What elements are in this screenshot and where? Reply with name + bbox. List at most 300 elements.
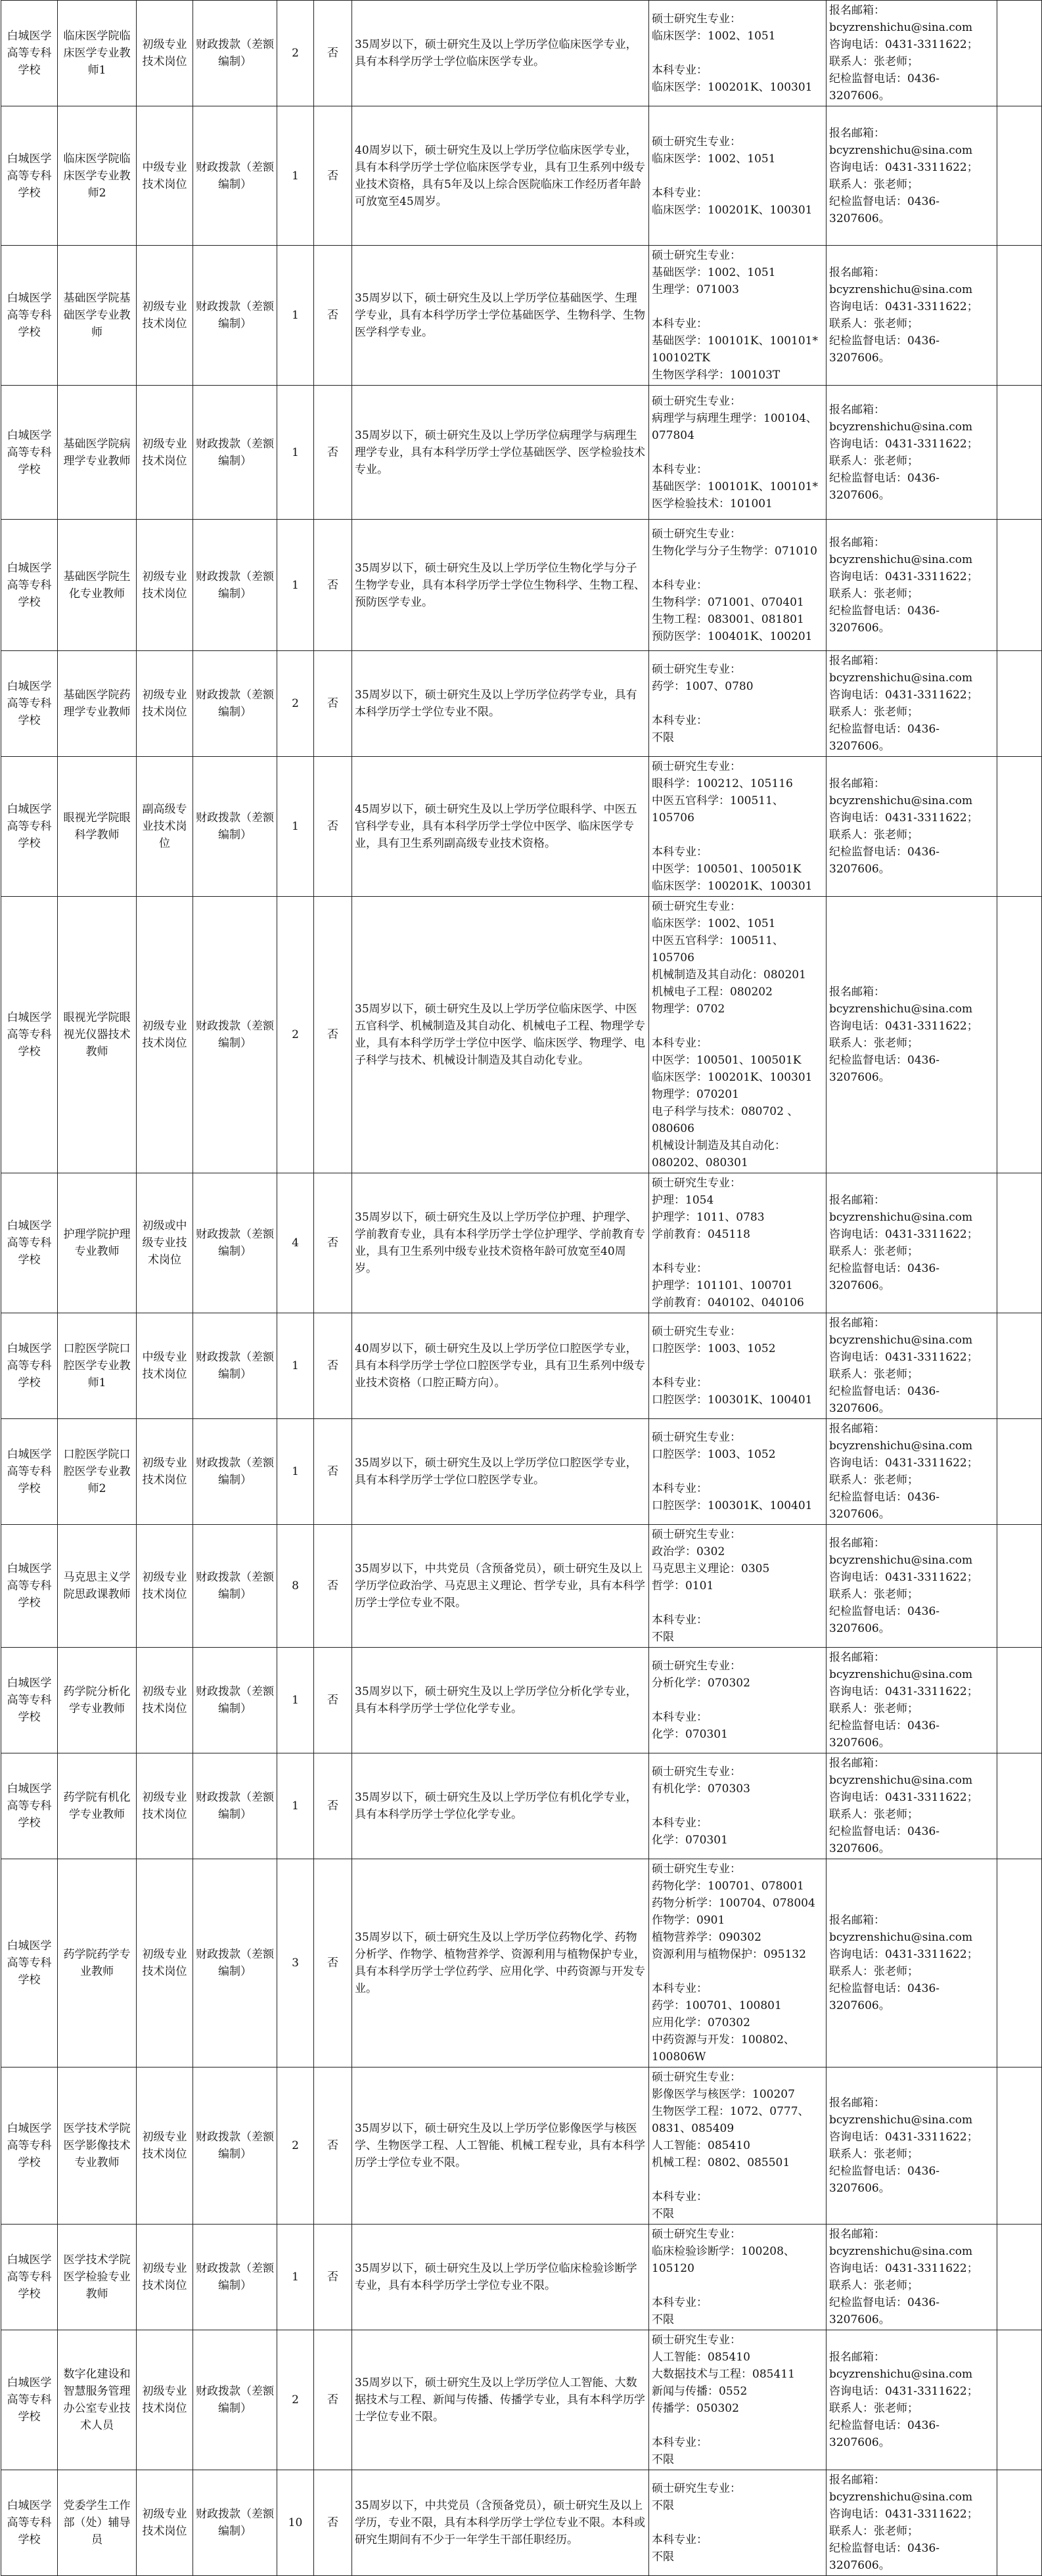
table-row — [1, 1859, 1042, 2068]
exam-cell — [314, 1648, 352, 1753]
remarks-cell — [997, 1859, 1042, 2068]
requirements-text: 45周岁以下，硕士研究生及以上学历学位眼科学、中医五官科学专业，具有本科学历学士学位中医学、临床医学专业，具有卫生系列副高级专业技术资格。 — [355, 803, 637, 850]
funding-cell — [193, 520, 277, 651]
requirements-cell — [352, 2068, 649, 2225]
specialty-text: 硕士研究生专业： 临床医学：1002、1051 中医五官科学：100511、105706 机械制造及其自动化：080201 机械电子工程：080202 物理学：0702 本科专业： 中医学：100501、100501K 临床医学：100201K、100301 物理学：070201 电子科学与技术：080702 、080606 机械设计制造及其自动化：080202、080301 — [652, 900, 813, 1169]
post-type-cell — [137, 2225, 193, 2330]
position-cell — [58, 1753, 137, 1859]
headcount-cell — [277, 1313, 314, 1419]
exam-text: 否 — [327, 2139, 338, 2152]
exam-text: 否 — [327, 697, 338, 710]
unit-text: 白城医学高等专科学校 — [7, 803, 52, 850]
post-type-cell — [137, 2068, 193, 2225]
position-cell — [58, 1419, 137, 1525]
remarks-cell — [997, 246, 1042, 386]
exam-text: 否 — [327, 2393, 338, 2407]
requirements-text: 35周岁以下，硕士研究生及以上学历学位口腔医学专业，具有本科学历学士学位口腔医学专业。 — [355, 1457, 637, 1487]
position-text: 药学院药学专业教师 — [63, 1948, 131, 1978]
contact-cell — [827, 1753, 997, 1859]
unit-text: 白城医学高等专科学校 — [7, 2499, 52, 2546]
unit-cell — [1, 2330, 58, 2470]
funding-cell — [193, 757, 277, 897]
specialty-cell — [649, 106, 827, 246]
funding-text: 财政拨款（差额编制） — [196, 811, 274, 842]
unit-cell — [1, 386, 58, 520]
remarks-cell — [997, 106, 1042, 246]
unit-cell — [1, 1173, 58, 1313]
remarks-cell — [997, 2470, 1042, 2576]
table-row — [1, 1173, 1042, 1313]
table-row — [1, 2330, 1042, 2470]
remarks-cell — [997, 2330, 1042, 2470]
funding-cell — [193, 1419, 277, 1525]
position-cell — [58, 1, 137, 106]
specialty-text: 硕士研究生专业： 口腔医学：1003、1052 本科专业： 口腔医学：100301K、100401 — [652, 1431, 813, 1512]
requirements-cell — [352, 1419, 649, 1525]
post-type-cell — [137, 1419, 193, 1525]
unit-cell — [1, 651, 58, 757]
unit-text: 白城医学高等专科学校 — [7, 2122, 52, 2169]
contact-cell — [827, 1419, 997, 1525]
exam-text: 否 — [327, 2271, 338, 2284]
funding-cell — [193, 897, 277, 1173]
table-row — [1, 520, 1042, 651]
remarks-cell — [997, 520, 1042, 651]
unit-text: 白城医学高等专科学校 — [7, 680, 52, 727]
post-type-text: 初级专业技术岗位 — [142, 437, 187, 468]
funding-text: 财政拨款（差额编制） — [196, 300, 274, 330]
post-type-text: 初级专业技术岗位 — [142, 38, 187, 68]
specialty-cell — [649, 386, 827, 520]
post-type-text: 初级专业技术岗位 — [142, 2262, 187, 2292]
remarks-cell — [997, 897, 1042, 1173]
requirements-text: 35周岁以下，硕士研究生及以上学历学位生物化学与分子生物学专业，具有本科学历学士学位生物科学、生物工程、预防医学专业。 — [355, 561, 645, 609]
requirements-cell — [352, 1753, 649, 1859]
exam-cell — [314, 2330, 352, 2470]
post-type-text: 初级专业技术岗位 — [142, 2385, 187, 2415]
position-text: 口腔医学院口腔医学专业教师2 — [63, 1448, 131, 1495]
position-cell — [58, 897, 137, 1173]
unit-cell — [1, 106, 58, 246]
funding-cell — [193, 1648, 277, 1753]
specialty-cell — [649, 897, 827, 1173]
exam-text: 否 — [327, 820, 338, 833]
exam-cell — [314, 1753, 352, 1859]
specialty-cell — [649, 1753, 827, 1859]
specialty-cell — [649, 651, 827, 757]
funding-text: 财政拨款（差额编制） — [196, 437, 274, 468]
post-type-text: 初级专业技术岗位 — [142, 1571, 187, 1601]
contact-text: 报名邮箱： bcyzrenshichu@sina.com 咨询电话：0431-3311622； 联系人：张老师； 纪检监督电话：0436-3207606。 — [829, 535, 978, 635]
remarks-cell — [997, 2225, 1042, 2330]
unit-cell — [1, 1525, 58, 1648]
requirements-text: 35周岁以下，硕士研究生及以上学历学位临床医学专业，具有本科学历学士学位临床医学专业。 — [355, 38, 637, 68]
position-text: 眼视光学院眼视光仪器技术教师 — [63, 1011, 131, 1058]
table-row — [1, 757, 1042, 897]
unit-text: 白城医学高等专科学校 — [7, 2253, 52, 2301]
unit-cell — [1, 1753, 58, 1859]
post-type-text: 副高级专业技术岗位 — [142, 803, 187, 850]
specialty-text: 硕士研究生专业： 眼科学：100212、105116 中医五官科学：100511、105706 本科专业： 中医学：100501、100501K 临床医学：100201K、100301 — [652, 760, 813, 893]
headcount-cell — [277, 1, 314, 106]
position-text: 药学院有机化学专业教师 — [63, 1791, 131, 1821]
funding-cell — [193, 2225, 277, 2330]
remarks-cell — [997, 1173, 1042, 1313]
specialty-text: 硕士研究生专业： 药物化学：100701、078001 药物分析学：100704、078004 作物学：0901 植物营养学：090302 资源利用与植物保护：095132 本科专业： 药学：100701、100801 应用化学：070302 中药资源与开发：100802、100806W — [652, 1863, 815, 2064]
position-cell — [58, 1525, 137, 1648]
headcount-cell — [277, 897, 314, 1173]
funding-text: 财政拨款（差额编制） — [196, 1685, 274, 1715]
specialty-text: 硕士研究生专业： 护理：1054 护理学：1011、0783 学前教育：045118 本科专业： 护理学：101101、100701 学前教育：040102、040106 — [652, 1177, 804, 1309]
requirements-cell — [352, 1173, 649, 1313]
post-type-text: 初级专业技术岗位 — [142, 300, 187, 330]
exam-text: 否 — [327, 2516, 338, 2529]
unit-text: 白城医学高等专科学校 — [7, 1677, 52, 1724]
contact-text: 报名邮箱： bcyzrenshichu@sina.com 咨询电话：0431-3311622； 联系人：张老师； 纪检监督电话：0436-3207606。 — [829, 2474, 978, 2572]
position-cell — [58, 106, 137, 246]
headcount-text: 1 — [292, 578, 299, 592]
post-type-text: 初级专业技术岗位 — [142, 1791, 187, 1821]
position-cell — [58, 2330, 137, 2470]
post-type-cell — [137, 246, 193, 386]
exam-cell — [314, 386, 352, 520]
position-cell — [58, 1648, 137, 1753]
requirements-text: 35周岁以下，硕士研究生及以上学历学位分析化学专业，具有本科学历学士学位化学专业。 — [355, 1685, 637, 1715]
post-type-cell — [137, 1313, 193, 1419]
headcount-text: 2 — [292, 1028, 299, 1041]
exam-cell — [314, 897, 352, 1173]
table-row — [1, 651, 1042, 757]
post-type-cell — [137, 1525, 193, 1648]
exam-text: 否 — [327, 169, 338, 183]
exam-text: 否 — [327, 445, 338, 459]
requirements-cell — [352, 1313, 649, 1419]
exam-cell — [314, 1173, 352, 1313]
contact-cell — [827, 1313, 997, 1419]
post-type-cell — [137, 1753, 193, 1859]
requirements-text: 35周岁以下，硕士研究生及以上学历学位临床检验诊断学专业，具有本科学历学士学位专业不限。 — [355, 2262, 637, 2292]
requirements-text: 35周岁以下，中共党员（含预备党员），硕士研究生及以上学历，专业不限，具有本科学历学士学位专业不限。本科或研究生期间有不少于一年学生干部任职经历。 — [355, 2499, 645, 2546]
specialty-text: 硕士研究生专业： 口腔医学：1003、1052 本科专业： 口腔医学：100301K、100401 — [652, 1325, 813, 1407]
remarks-cell — [997, 1525, 1042, 1648]
contact-text: 报名邮箱： bcyzrenshichu@sina.com 咨询电话：0431-3311622； 联系人：张老师； 纪检监督电话：0436-3207606。 — [829, 1757, 978, 1855]
unit-cell — [1, 1419, 58, 1525]
position-text: 党委学生工作部（处）辅导员 — [63, 2499, 131, 2546]
requirements-text: 35周岁以下，硕士研究生及以上学历学位临床医学、中医五官科学、机械制造及其自动化、机械电子工程、物理学专业，具有本科学历学士学位中医学、临床医学、物理学、电子科学与技术、机械设计制造及其自动化专业。 — [355, 1003, 645, 1067]
remarks-cell — [997, 1753, 1042, 1859]
headcount-text: 4 — [292, 1236, 299, 1250]
headcount-text: 1 — [292, 1359, 299, 1372]
headcount-text: 1 — [292, 445, 299, 459]
specialty-cell — [649, 1648, 827, 1753]
contact-text: 报名邮箱： bcyzrenshichu@sina.com 咨询电话：0431-3311622； 联系人：张老师； 纪检监督电话：0436-3207606。 — [829, 1537, 978, 1635]
exam-text: 否 — [327, 1465, 338, 1478]
contact-cell — [827, 1525, 997, 1648]
position-text: 数字化建设和智慧服务管理办公室专业技术人员 — [63, 2368, 131, 2432]
contact-cell — [827, 2470, 997, 2576]
funding-cell — [193, 2330, 277, 2470]
funding-text: 财政拨款（差额编制） — [196, 1571, 274, 1601]
specialty-cell — [649, 1525, 827, 1648]
funding-text: 财政拨款（差额编制） — [196, 2262, 274, 2292]
position-text: 眼视光学院眼科学教师 — [63, 811, 131, 842]
funding-text: 财政拨款（差额编制） — [196, 1351, 274, 1381]
specialty-cell — [649, 1173, 827, 1313]
position-text: 基础医学院生化专业教师 — [63, 570, 131, 600]
unit-cell — [1, 897, 58, 1173]
post-type-cell — [137, 2330, 193, 2470]
unit-cell — [1, 757, 58, 897]
unit-text: 白城医学高等专科学校 — [7, 1782, 52, 1830]
unit-text: 白城医学高等专科学校 — [7, 1448, 52, 1495]
contact-text: 报名邮箱： bcyzrenshichu@sina.com 咨询电话：0431-3311622； 联系人：张老师； 纪检监督电话：0436-3207606。 — [829, 2096, 978, 2195]
unit-cell — [1, 1648, 58, 1753]
position-text: 基础医学院药理学专业教师 — [63, 689, 131, 719]
headcount-text: 2 — [292, 2393, 299, 2407]
remarks-cell — [997, 386, 1042, 520]
headcount-text: 1 — [292, 169, 299, 183]
table-row — [1, 897, 1042, 1173]
position-text: 临床医学院临床医学专业教师1 — [63, 30, 131, 77]
funding-cell — [193, 1, 277, 106]
exam-text: 否 — [327, 47, 338, 60]
contact-text: 报名邮箱： bcyzrenshichu@sina.com 咨询电话：0431-3311622； 联系人：张老师； 纪检监督电话：0436-3207606。 — [829, 654, 978, 753]
post-type-cell — [137, 1173, 193, 1313]
specialty-cell — [649, 520, 827, 651]
exam-text: 否 — [327, 1956, 338, 1970]
position-text: 护理学院护理专业教师 — [63, 1228, 131, 1258]
unit-text: 白城医学高等专科学校 — [7, 561, 52, 609]
contact-text: 报名邮箱： bcyzrenshichu@sina.com 咨询电话：0431-3311622； 联系人：张老师； 纪检监督电话：0436-3207606。 — [829, 1317, 978, 1415]
contact-text: 报名邮箱： bcyzrenshichu@sina.com 咨询电话：0431-3311622； 联系人：张老师； 纪检监督电话：0436-3207606。 — [829, 2351, 978, 2449]
requirements-text: 35周岁以下，硕士研究生及以上学历学位护理、护理学、学前教育专业，具有本科学历学士学位护理学、学前教育专业，具有卫生系列中级专业技术资格年龄可放宽至40周岁。 — [355, 1211, 645, 1275]
post-type-cell — [137, 386, 193, 520]
specialty-cell — [649, 1419, 827, 1525]
contact-cell — [827, 1173, 997, 1313]
headcount-cell — [277, 1648, 314, 1753]
exam-cell — [314, 1, 352, 106]
unit-text: 白城医学高等专科学校 — [7, 1939, 52, 1987]
requirements-cell — [352, 651, 649, 757]
unit-text: 白城医学高等专科学校 — [7, 152, 52, 200]
specialty-cell — [649, 1859, 827, 2068]
specialty-text: 硕士研究生专业： 人工智能：085410 大数据技术与工程：085411 新闻与传播：0552 传播学：050302 本科专业： 不限 — [652, 2334, 795, 2466]
requirements-text: 40周岁以下，硕士研究生及以上学历学位临床医学专业，具有本科学历学士学位临床医学专业，具有卫生系列中级专业技术资格，具有5年及以上综合医院临床工作经历者年龄可放宽至45周岁。 — [355, 143, 645, 208]
exam-cell — [314, 757, 352, 897]
contact-cell — [827, 1648, 997, 1753]
specialty-cell — [649, 2068, 827, 2225]
position-cell — [58, 651, 137, 757]
exam-cell — [314, 106, 352, 246]
contact-cell — [827, 246, 997, 386]
headcount-cell — [277, 520, 314, 651]
remarks-cell — [997, 651, 1042, 757]
headcount-text: 2 — [292, 697, 299, 710]
requirements-text: 35周岁以下，硕士研究生及以上学历学位药物化学、药物分析学、作物学、植物营养学、资源利用与植物保护专业，具有本科学历学士学位药学、应用化学、中药资源与开发专业。 — [355, 1931, 645, 1995]
unit-cell — [1, 2225, 58, 2330]
contact-text: 报名邮箱： bcyzrenshichu@sina.com 咨询电话：0431-3311622； 联系人：张老师； 纪检监督电话：0436-3207606。 — [829, 1194, 978, 1292]
specialty-text: 硕士研究生专业： 病理学与病理生理学：100104、077804 本科专业： 基础医学：100101K、100101* 医学检验技术：101001 — [652, 394, 818, 510]
contact-text: 报名邮箱： bcyzrenshichu@sina.com 咨询电话：0431-3311622； 联系人：张老师； 纪检监督电话：0436-3207606。 — [829, 985, 978, 1084]
funding-cell — [193, 1173, 277, 1313]
post-type-text: 初级专业技术岗位 — [142, 1948, 187, 1978]
post-type-text: 初级专业技术岗位 — [142, 2508, 187, 2538]
specialty-text: 硕士研究生专业： 临床医学：1002、1051 本科专业： 临床医学：100201K、100301 — [652, 135, 813, 217]
specialty-cell — [649, 2330, 827, 2470]
unit-text: 白城医学高等专科学校 — [7, 2376, 52, 2424]
headcount-cell — [277, 1419, 314, 1525]
post-type-text: 初级专业技术岗位 — [142, 1457, 187, 1487]
funding-text: 财政拨款（差额编制） — [196, 160, 274, 191]
position-cell — [58, 2470, 137, 2576]
funding-text: 财政拨款（差额编制） — [196, 2385, 274, 2415]
table-row — [1, 2068, 1042, 2225]
unit-text: 白城医学高等专科学校 — [7, 292, 52, 339]
contact-cell — [827, 520, 997, 651]
post-type-text: 初级专业技术岗位 — [142, 689, 187, 719]
exam-cell — [314, 246, 352, 386]
exam-cell — [314, 1419, 352, 1525]
remarks-cell — [997, 1, 1042, 106]
headcount-cell — [277, 246, 314, 386]
position-text: 药学院分析化学专业教师 — [63, 1685, 131, 1715]
post-type-cell — [137, 757, 193, 897]
funding-cell — [193, 651, 277, 757]
table-row — [1, 1313, 1042, 1419]
remarks-cell — [997, 1419, 1042, 1525]
contact-text: 报名邮箱： bcyzrenshichu@sina.com 咨询电话：0431-3311622； 联系人：张老师； 纪检监督电话：0436-3207606。 — [829, 2228, 978, 2326]
headcount-text: 1 — [292, 2271, 299, 2284]
funding-cell — [193, 386, 277, 520]
position-cell — [58, 246, 137, 386]
contact-cell — [827, 651, 997, 757]
specialty-text: 硕士研究生专业： 临床检验诊断学：100208、105120 本科专业： 不限 — [652, 2228, 795, 2326]
headcount-cell — [277, 1173, 314, 1313]
table-row — [1, 106, 1042, 246]
post-type-text: 初级专业技术岗位 — [142, 570, 187, 600]
requirements-cell — [352, 2470, 649, 2576]
headcount-cell — [277, 106, 314, 246]
unit-text: 白城医学高等专科学校 — [7, 30, 52, 77]
contact-cell — [827, 1859, 997, 2068]
funding-cell — [193, 2470, 277, 2576]
funding-text: 财政拨款（差额编制） — [196, 2131, 274, 2161]
contact-text: 报名邮箱： bcyzrenshichu@sina.com 咨询电话：0431-3311622； 联系人：张老师； 纪检监督电话：0436-3207606。 — [829, 1914, 978, 2012]
exam-cell — [314, 1859, 352, 2068]
requirements-cell — [352, 1525, 649, 1648]
requirements-text: 35周岁以下，硕士研究生及以上学历学位基础医学、生理学专业，具有本科学历学士学位基础医学、生物科学、生物医学科学专业。 — [355, 292, 645, 339]
funding-text: 财政拨款（差额编制） — [196, 1457, 274, 1487]
contact-cell — [827, 2225, 997, 2330]
specialty-text: 硕士研究生专业： 分析化学：070302 本科专业： 化学：070301 — [652, 1660, 750, 1741]
exam-text: 否 — [327, 1028, 338, 1041]
contact-cell — [827, 386, 997, 520]
post-type-cell — [137, 520, 193, 651]
requirements-cell — [352, 2225, 649, 2330]
post-type-text: 初级或中级专业技术岗位 — [142, 1219, 187, 1267]
funding-cell — [193, 1313, 277, 1419]
funding-cell — [193, 1525, 277, 1648]
specialty-text: 硕士研究生专业： 基础医学：1002、1051 生理学：071003 本科专业： 基础医学：100101K、100101* 100102TK 生物医学科学：100103T — [652, 249, 818, 382]
post-type-text: 中级专业技术岗位 — [142, 1351, 187, 1381]
contact-cell — [827, 1, 997, 106]
contact-text: 报名邮箱： bcyzrenshichu@sina.com 咨询电话：0431-3311622； 联系人：张老师； 纪检监督电话：0436-3207606。 — [829, 1651, 978, 1750]
headcount-text: 2 — [292, 47, 299, 60]
recruitment-table — [1, 0, 1042, 2576]
funding-text: 财政拨款（差额编制） — [196, 1020, 274, 1050]
specialty-cell — [649, 2470, 827, 2576]
position-text: 临床医学院临床医学专业教师2 — [63, 152, 131, 200]
position-cell — [58, 1173, 137, 1313]
post-type-cell — [137, 106, 193, 246]
contact-cell — [827, 106, 997, 246]
specialty-text: 硕士研究生专业： 影像医学与核医学：100207 生物医学工程：1072、0777、0831、085409 人工智能：085410 机械工程：0802、085501 本科专业： 不限 — [652, 2071, 809, 2221]
contact-cell — [827, 2330, 997, 2470]
table-row — [1, 386, 1042, 520]
unit-text: 白城医学高等专科学校 — [7, 1011, 52, 1058]
position-text: 基础医学院基础医学专业教师 — [63, 292, 131, 339]
exam-text: 否 — [327, 1236, 338, 1250]
unit-cell — [1, 1313, 58, 1419]
headcount-cell — [277, 651, 314, 757]
unit-cell — [1, 246, 58, 386]
requirements-text: 35周岁以下，硕士研究生及以上学历学位人工智能、大数据技术与工程、新闻与传播、传播学专业，具有本科学历学士学位专业不限。 — [355, 2376, 645, 2424]
headcount-text: 1 — [292, 1465, 299, 1478]
post-type-cell — [137, 2470, 193, 2576]
requirements-cell — [352, 757, 649, 897]
exam-text: 否 — [327, 1799, 338, 1813]
post-type-cell — [137, 651, 193, 757]
exam-cell — [314, 651, 352, 757]
table-row — [1, 1525, 1042, 1648]
remarks-cell — [997, 1648, 1042, 1753]
post-type-cell — [137, 897, 193, 1173]
funding-text: 财政拨款（差额编制） — [196, 2508, 274, 2538]
specialty-cell — [649, 1, 827, 106]
headcount-text: 1 — [292, 1799, 299, 1813]
contact-cell — [827, 897, 997, 1173]
requirements-text: 35周岁以下，中共党员（含预备党员），硕士研究生及以上学历学位政治学、马克思主义理论、哲学专业，具有本科学历学士学位专业不限。 — [355, 1562, 645, 1610]
headcount-text: 1 — [292, 309, 299, 322]
table-row — [1, 2225, 1042, 2330]
exam-cell — [314, 520, 352, 651]
table-row — [1, 246, 1042, 386]
post-type-cell — [137, 1859, 193, 2068]
exam-text: 否 — [327, 309, 338, 322]
exam-cell — [314, 2225, 352, 2330]
remarks-cell — [997, 1313, 1042, 1419]
headcount-text: 10 — [288, 2516, 303, 2529]
funding-text: 财政拨款（差额编制） — [196, 1948, 274, 1978]
funding-text: 财政拨款（差额编制） — [196, 1228, 274, 1258]
exam-cell — [314, 2470, 352, 2576]
position-text: 口腔医学院口腔医学专业教师1 — [63, 1342, 131, 1390]
unit-cell — [1, 2470, 58, 2576]
requirements-cell — [352, 246, 649, 386]
remarks-cell — [997, 757, 1042, 897]
funding-cell — [193, 246, 277, 386]
requirements-cell — [352, 106, 649, 246]
headcount-text: 8 — [292, 1579, 299, 1593]
position-cell — [58, 1859, 137, 2068]
position-cell — [58, 520, 137, 651]
contact-cell — [827, 757, 997, 897]
contact-text: 报名邮箱： bcyzrenshichu@sina.com 咨询电话：0431-3311622； 联系人：张老师； 纪检监督电话：0436-3207606。 — [829, 4, 978, 102]
exam-text: 否 — [327, 1694, 338, 1707]
post-type-cell — [137, 1, 193, 106]
specialty-text: 硕士研究生专业： 临床医学：1002、1051 本科专业： 临床医学：100201K、100301 — [652, 12, 813, 94]
position-cell — [58, 2225, 137, 2330]
